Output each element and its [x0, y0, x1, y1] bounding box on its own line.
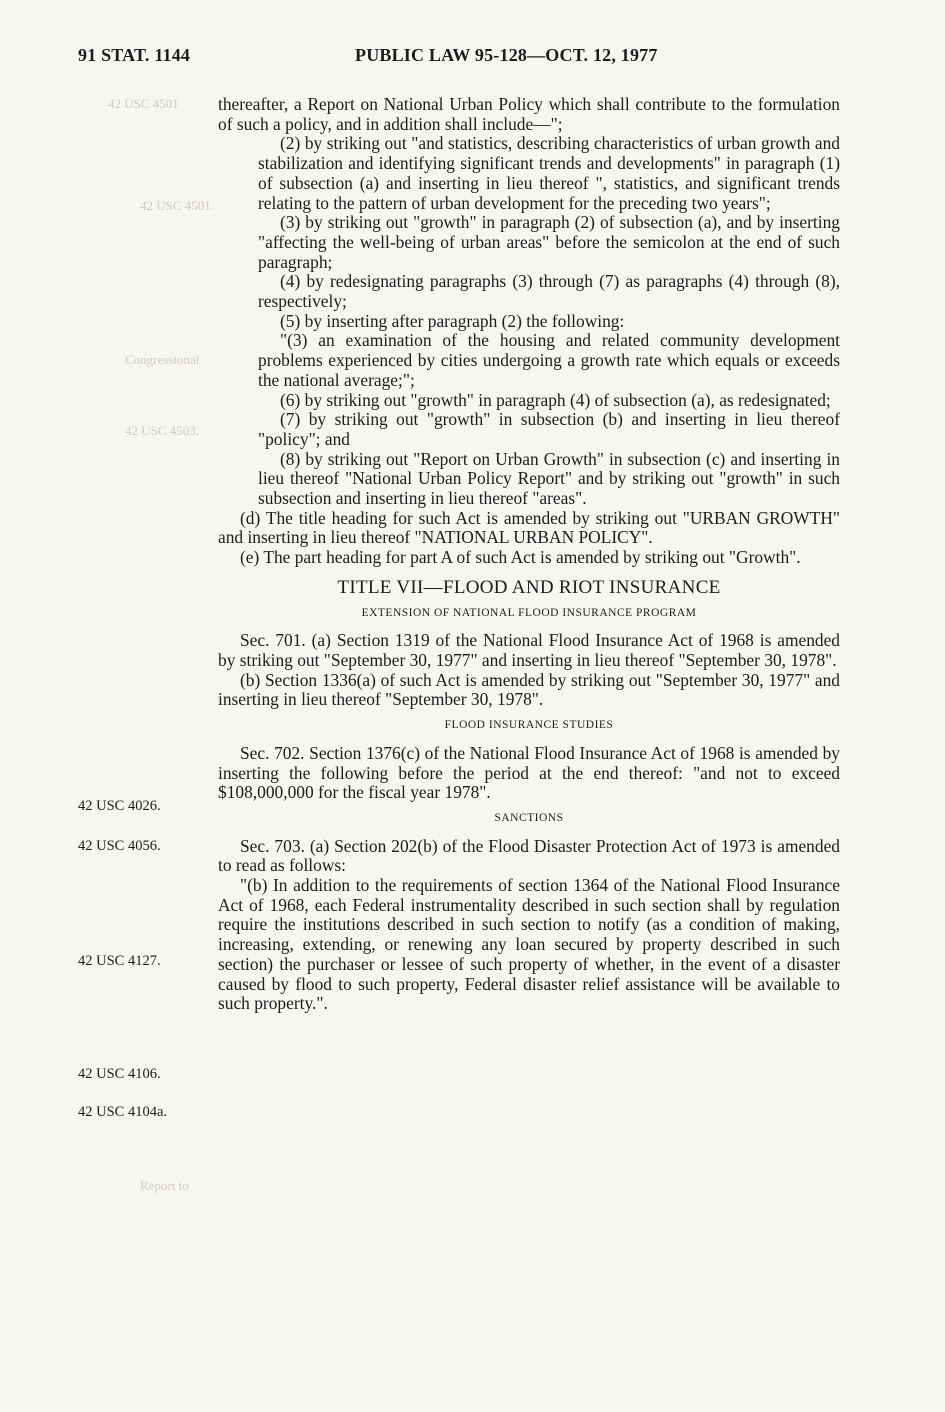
paragraph-3: (3) by striking out "growth" in paragraph (2) of subsection (a), and by inserting "affecting the well-being of urban areas" before the semicolon at the end of such paragraph;	[258, 212, 840, 272]
margin-citation: 42 USC 4106.	[78, 1066, 161, 1082]
bleed-through-text: Congressional	[125, 352, 200, 367]
paragraph-6: (6) by striking out "growth" in paragraph (4) of subsection (a), as redesignated;	[280, 389, 831, 410]
section-702-heading: FLOOD INSURANCE STUDIES	[444, 719, 614, 732]
document-body	[218, 95, 840, 1014]
paragraph-2: (2) by striking out "and statistics, describing characteristics of urban growth and stabilization and identifying significant trends and developments" in paragraph (1) of subsection (a) and inserting in lieu thereof ", statistics, and significant trends relating to the pattern of urban development for the preceding two years";	[258, 133, 840, 213]
bleed-through-text: 42 USC 4501.	[140, 198, 215, 213]
bleed-through-text: 42 USC 4501	[108, 96, 179, 111]
section-703-a: Sec. 703. (a) Section 202(b) of the Flood Disaster Protection Act of 1973 is amended to read as follows:	[218, 835, 840, 876]
paragraph-7: (7) by striking out "growth" in subsection (b) and inserting in lieu thereof "policy"; and	[258, 409, 840, 449]
margin-citation: 42 USC 4056.	[78, 838, 161, 854]
bleed-through-text: Report to	[140, 1178, 189, 1193]
paragraph-4: (4) by redesignating paragraphs (3) through (7) as paragraphs (4) through (8), respectively;	[258, 271, 840, 312]
paragraph-5-quote: "(3) an examination of the housing and related community development problems experienced by cities undergoing a growth rate which equals or exceeds the national average;";	[258, 330, 840, 390]
subsection-d: (d) The title heading for such Act is amended by striking out "URBAN GROWTH" and inserting in lieu thereof "NATIONAL URBAN POLICY".	[218, 507, 840, 548]
margin-citation: 42 USC 4026.	[78, 798, 161, 814]
page-stat-number: 91 STAT. 1144	[78, 45, 191, 65]
paragraph-continued: thereafter, a Report on National Urban Policy which shall contribute to the formulation of such a policy, and in addition shall include—";	[218, 94, 840, 134]
running-header: PUBLIC LAW 95-128—OCT. 12, 1977	[355, 45, 658, 65]
section-703-b: "(b) In addition to the requirements of section 1364 of the National Flood Insurance Act of 1968, each Federal instrumentality described in such section shall by regulation require the institutions described in such section to notify (as a condition of making, increasing, extending, or renewing any loan secured by property described in such section) the purchaser or lessee of such property of whether, in the event of a disaster caused by flood to such property, Federal disaster relief assistance will be available to such property.".	[218, 875, 840, 1014]
title-heading: TITLE VII—FLOOD AND RIOT INSURANCE	[337, 576, 721, 598]
margin-citation: 42 USC 4104a.	[78, 1104, 168, 1120]
margin-citation: 42 USC 4127.	[78, 953, 161, 969]
section-701-a: Sec. 701. (a) Section 1319 of the National Flood Insurance Act of 1968 is amended by striking out "September 30, 1977" and inserting in lieu thereof "September 30, 1978".	[218, 630, 840, 670]
paragraph-8: (8) by striking out "Report on Urban Growth" in subsection (c) and inserting in lieu thereof "National Urban Policy Report" and by striking out "growth" in such subsection and inserting in lieu thereof "areas".	[258, 448, 840, 509]
bleed-through-text: 42 USC 4503.	[125, 423, 200, 438]
paragraph-5: (5) by inserting after paragraph (2) the following:	[280, 310, 625, 331]
subsection-e: (e) The part heading for part A of such Act is amended by striking out "Growth".	[240, 547, 801, 568]
section-701-b: (b) Section 1336(a) of such Act is amended by striking out "September 30, 1977" and inserting in lieu thereof "September 30, 1978".	[218, 669, 840, 710]
section-703-heading: SANCTIONS	[494, 811, 564, 824]
section-701-heading: EXTENSION OF NATIONAL FLOOD INSURANCE PROGRAM	[361, 606, 697, 619]
section-702-text: Sec. 702. Section 1376(c) of the National Flood Insurance Act of 1968 is amended by inserting the following before the period at the end thereof: "and not to exceed $108,000,000 for the fiscal year 1978".	[218, 742, 840, 803]
